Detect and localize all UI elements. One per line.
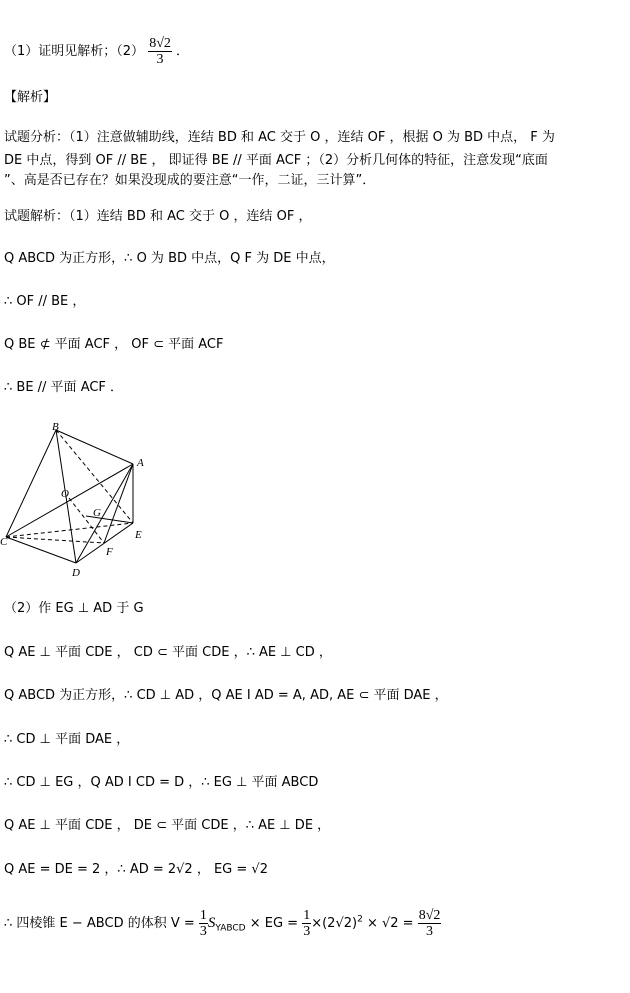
label-B: B (52, 421, 59, 433)
solution-line-1: 试题解析：（1）连结 BD 和 AC 交于 O ，连结 OF ， (4, 209, 312, 224)
label-D: D (72, 567, 80, 579)
area-subscript: YABCD (215, 923, 246, 934)
volume-mid-2: × √2 = (362, 916, 418, 931)
solution-line-8: Q ABCD 为正方形，∴ CD ⊥ AD ，Q AE I AD = A, AD, AE ⊂ 平面 DAE ， (4, 688, 448, 703)
answer-line (4, 36, 189, 67)
volume-mid: × EG = (245, 916, 303, 931)
area-symbol: S (207, 915, 216, 931)
edge-FA (104, 464, 133, 543)
edge-DA (76, 464, 133, 563)
label-F: F (106, 546, 113, 558)
frac-b-den: 3 (303, 924, 311, 939)
analysis-line-3: ”、高是否已存在？如果没现成的要注意“一作，二证，三计算”． (4, 173, 376, 188)
label-C: C (0, 536, 8, 548)
answer-end: ． (176, 44, 190, 59)
answer-frac-den: 3 (156, 52, 164, 67)
analysis-line-2: DE 中点，得到 OF // BE ， 即证得 BE // 平面 ACF ；（2）分析几何体的特征，注意发现“底面 (4, 153, 548, 168)
solution-line-9: ∴ CD ⊥ 平面 DAE ， (4, 732, 130, 747)
edge-BC (6, 430, 56, 537)
analysis-line-1: 试题分析：（1）注意做辅助线，连结 BD 和 AC 交于 O ，连结 OF ，根据 O 为 BD 中点， F 为 (4, 130, 555, 145)
label-E: E (135, 529, 142, 541)
fraction-one-third-a (199, 908, 208, 939)
volume-prefix: ∴ 四棱锥 E − ABCD 的体积 V = (4, 916, 199, 931)
answer-frac-num: 8√2 (149, 36, 171, 51)
edge-OF (69, 498, 104, 543)
frac-result-num: 8√2 (418, 908, 441, 923)
solution-line-11: Q AE ⊥ 平面 CDE ， DE ⊂ 平面 CDE ，∴ AE ⊥ DE ， (4, 818, 331, 833)
edge-CE (6, 523, 133, 537)
section-title: 【解析】 (4, 90, 57, 105)
label-G: G (93, 507, 101, 519)
frac-result-den: 3 (426, 924, 434, 939)
solution-line-2: Q ABCD 为正方形，∴ O 为 BD 中点，Q F 为 DE 中点， (4, 251, 335, 266)
label-O: O (61, 488, 69, 500)
label-A: A (137, 457, 144, 469)
volume-exponent: 2 (357, 914, 363, 925)
solution-line-10: ∴ CD ⊥ EG ，Q AD I CD = D ，∴ EG ⊥ 平面 ABCD (4, 775, 319, 790)
solution-line-3: ∴ OF // BE ， (4, 294, 86, 309)
frac-b-num: 1 (303, 908, 311, 923)
edge-BA (56, 430, 133, 464)
frac-a-den: 3 (199, 924, 207, 939)
solution-line-6: （2）作 EG ⊥ AD 于 G (4, 601, 144, 616)
solution-line-5: ∴ BE // 平面 ACF ． (4, 380, 124, 395)
volume-square: ×(2√2) (311, 916, 358, 931)
solution-line-12: Q AE = DE = 2 ，∴ AD = 2√2 ， EG = √2 (4, 862, 268, 877)
answer-text: （1）证明见解析；（2） (4, 44, 145, 59)
answer-fraction (148, 36, 172, 67)
fraction-result (418, 908, 442, 939)
frac-a-num: 1 (199, 908, 207, 923)
pyramid-figure (0, 418, 160, 583)
volume-line (4, 908, 441, 939)
solution-line-7: Q AE ⊥ 平面 CDE ， CD ⊂ 平面 CDE ，∴ AE ⊥ CD ， (4, 645, 332, 660)
fraction-one-third-b (302, 908, 311, 939)
solution-line-4: Q BE ⊄ 平面 ACF ， OF ⊂ 平面 ACF (4, 337, 224, 352)
